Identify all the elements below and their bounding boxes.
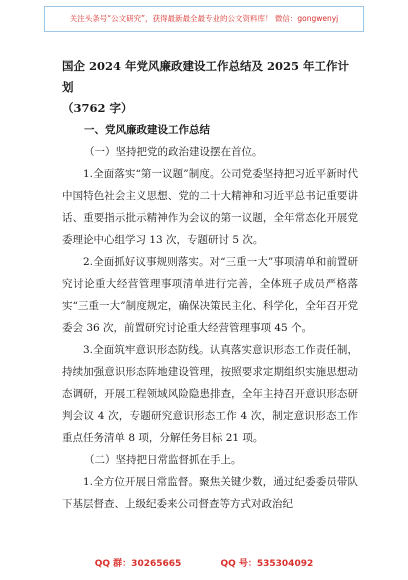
paragraph-2: 2.全面抓好议事规则落实。对“三重一大”事项清单和前置研究讨论重大经营管理事项清单进行完善，全体班子成员严格落实“三重一大”制度规定，确保决策民主化、科学化，全年召开党委会 36 次，前置研究讨论重大经营管理事项 45 个。 <box>62 256 358 334</box>
title-text: 国企 2024 年党风廉政建设工作总结及 2025 年工作计划 <box>62 59 350 94</box>
paragraph-3: 3.全面筑牢意识形态防线。认真落实意识形态工作责任制，持续加强意识形态阵地建设管理，按照要求定期组织实施思想动态调研，开展工程领域风险隐患排查，全年主持召开意识形态研判会议 4 次，专题研究意识形态工作 4 次，制定意识形态工作重点任务清单 8 项，分解任务目标 21 项。 <box>62 344 358 444</box>
footer-contact <box>0 556 408 569</box>
promo-banner: 关注头条号“公文研究”，获得最新最全最专业的公文资料库！ 微信：gongwenyj <box>44 6 364 32</box>
qq-group: QQ 群：30265665 <box>94 559 182 569</box>
subsection-heading-1: （一）坚持把党的政治建设摆在首位。 <box>84 146 263 158</box>
document-body <box>62 56 358 515</box>
word-count: （3762 字） <box>62 101 133 115</box>
qq-number: QQ 号：535304092 <box>220 559 314 569</box>
section-heading: 一、党风廉政建设工作总结 <box>84 124 210 136</box>
subsection-heading-2: （二）坚持把日常监督抓在手上。 <box>84 454 242 466</box>
document-title <box>62 56 358 119</box>
paragraph-4: 1.全方位开展日常监督。聚焦关键少数，通过纪委委员带队下基层督查、上级纪委来公司督查等方式对政治纪 <box>62 476 358 510</box>
paragraph-1: 1.全面落实“第一议题”制度。公司党委坚持把习近平新时代中国特色社会主义思想、党的二十大精神和习近平总书记重要讲话、重要指示批示精神作为会议的第一议题，全年常态化开展党委理论中心组学习 13 次，专题研讨 5 次。 <box>62 168 358 246</box>
